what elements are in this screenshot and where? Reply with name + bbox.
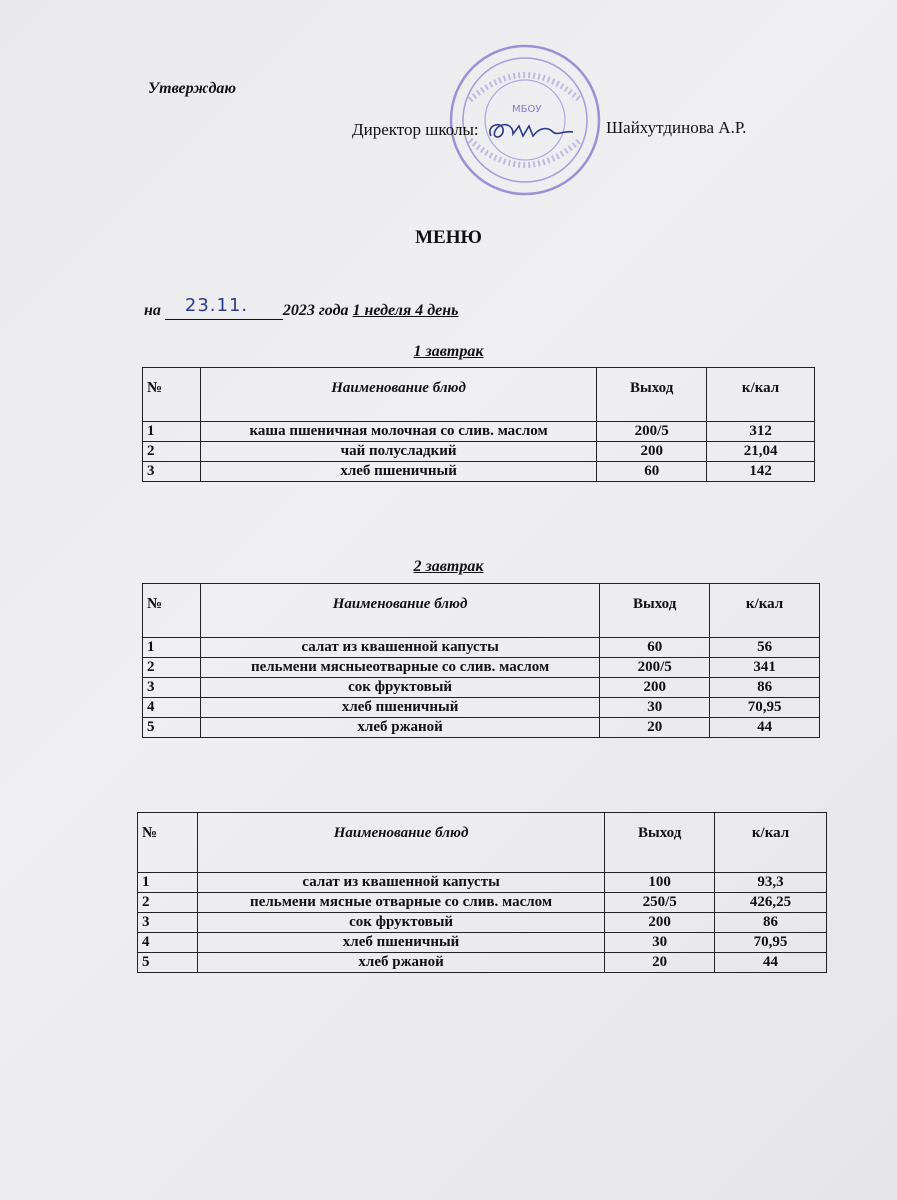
cell-name: хлеб пшеничный bbox=[200, 462, 596, 482]
cell-name: хлеб пшеничный bbox=[200, 698, 599, 718]
cell-num: 3 bbox=[143, 678, 201, 698]
cell-kcal: 86 bbox=[715, 913, 827, 933]
cell-name: салат из квашенной капусты bbox=[197, 873, 604, 893]
header-kcal: к/кал bbox=[710, 584, 820, 638]
header-name: Наименование блюд bbox=[200, 584, 599, 638]
cell-num: 1 bbox=[138, 873, 198, 893]
table-header-row bbox=[138, 813, 827, 873]
cell-num: 3 bbox=[143, 462, 201, 482]
cell-kcal: 142 bbox=[707, 462, 815, 482]
cell-out: 20 bbox=[605, 953, 715, 973]
date-blank bbox=[165, 295, 283, 320]
table-row bbox=[138, 953, 827, 973]
page-title: МЕНЮ bbox=[415, 227, 482, 248]
header-num: № bbox=[143, 368, 201, 422]
cell-name: сок фруктовый bbox=[200, 678, 599, 698]
cell-name: хлеб ржаной bbox=[200, 718, 599, 738]
cell-kcal: 93,3 bbox=[715, 873, 827, 893]
cell-kcal: 44 bbox=[710, 718, 820, 738]
cell-num: 2 bbox=[143, 442, 201, 462]
table-row bbox=[138, 913, 827, 933]
svg-text:МБОУ: МБОУ bbox=[512, 104, 542, 115]
table-row bbox=[143, 718, 820, 738]
table-row bbox=[143, 678, 820, 698]
header-out: Выход bbox=[600, 584, 710, 638]
table-header-row bbox=[143, 584, 820, 638]
menu-table-1 bbox=[142, 367, 815, 482]
table-header-row bbox=[143, 368, 815, 422]
menu-table-3 bbox=[137, 812, 827, 973]
cell-out: 200 bbox=[600, 678, 710, 698]
cell-out: 60 bbox=[597, 462, 707, 482]
week-day: 1 неделя 4 день bbox=[352, 302, 459, 319]
header-out: Выход bbox=[597, 368, 707, 422]
cell-num: 1 bbox=[143, 422, 201, 442]
cell-name: салат из квашенной капусты bbox=[200, 638, 599, 658]
table-row bbox=[138, 893, 827, 913]
signature bbox=[483, 118, 583, 144]
cell-out: 200 bbox=[605, 913, 715, 933]
header-num: № bbox=[138, 813, 198, 873]
cell-kcal: 70,95 bbox=[715, 933, 827, 953]
cell-name: сок фруктовый bbox=[197, 913, 604, 933]
director-name: Шайхутдинова А.Р. bbox=[606, 118, 747, 137]
section-title-1: 1 завтрак bbox=[413, 343, 484, 360]
cell-out: 30 bbox=[600, 698, 710, 718]
cell-num: 4 bbox=[138, 933, 198, 953]
table-row bbox=[143, 658, 820, 678]
cell-kcal: 86 bbox=[710, 678, 820, 698]
date-line bbox=[144, 295, 459, 320]
cell-num: 1 bbox=[143, 638, 201, 658]
header-name: Наименование блюд bbox=[200, 368, 596, 422]
director-line bbox=[352, 118, 583, 144]
approve-heading: Утверждаю bbox=[148, 80, 237, 97]
cell-kcal: 56 bbox=[710, 638, 820, 658]
cell-num: 2 bbox=[143, 658, 201, 678]
cell-name: хлеб пшеничный bbox=[197, 933, 604, 953]
cell-kcal: 426,25 bbox=[715, 893, 827, 913]
section-title-2: 2 завтрак bbox=[413, 558, 484, 575]
cell-name: пельмени мясныеотварные со слив. маслом bbox=[200, 658, 599, 678]
cell-num: 4 bbox=[143, 698, 201, 718]
table-row bbox=[138, 873, 827, 893]
cell-out: 250/5 bbox=[605, 893, 715, 913]
cell-out: 30 bbox=[605, 933, 715, 953]
header-num: № bbox=[143, 584, 201, 638]
table-row bbox=[143, 422, 815, 442]
cell-out: 60 bbox=[600, 638, 710, 658]
cell-out: 100 bbox=[605, 873, 715, 893]
cell-name: пельмени мясные отварные со слив. маслом bbox=[197, 893, 604, 913]
date-prefix: на bbox=[144, 302, 161, 319]
table-row bbox=[143, 462, 815, 482]
header-kcal: к/кал bbox=[715, 813, 827, 873]
table-row bbox=[143, 442, 815, 462]
cell-num: 3 bbox=[138, 913, 198, 933]
cell-name: хлеб ржаной bbox=[197, 953, 604, 973]
cell-kcal: 44 bbox=[715, 953, 827, 973]
cell-num: 2 bbox=[138, 893, 198, 913]
cell-out: 200/5 bbox=[600, 658, 710, 678]
handwritten-date: 23.11. bbox=[184, 295, 249, 316]
cell-name: чай полусладкий bbox=[200, 442, 596, 462]
header-kcal: к/кал bbox=[707, 368, 815, 422]
table-row bbox=[143, 638, 820, 658]
menu-table-2 bbox=[142, 583, 820, 738]
header-name: Наименование блюд bbox=[197, 813, 604, 873]
cell-out: 200 bbox=[597, 442, 707, 462]
cell-num: 5 bbox=[143, 718, 201, 738]
table-row bbox=[143, 698, 820, 718]
cell-num: 5 bbox=[138, 953, 198, 973]
cell-name: каша пшеничная молочная со слив. маслом bbox=[200, 422, 596, 442]
date-year: 2023 года bbox=[282, 302, 349, 319]
cell-out: 20 bbox=[600, 718, 710, 738]
cell-kcal: 70,95 bbox=[710, 698, 820, 718]
director-label: Директор школы: bbox=[352, 119, 479, 139]
cell-kcal: 21,04 bbox=[707, 442, 815, 462]
cell-kcal: 312 bbox=[707, 422, 815, 442]
cell-kcal: 341 bbox=[710, 658, 820, 678]
header-out: Выход bbox=[605, 813, 715, 873]
cell-out: 200/5 bbox=[597, 422, 707, 442]
table-row bbox=[138, 933, 827, 953]
